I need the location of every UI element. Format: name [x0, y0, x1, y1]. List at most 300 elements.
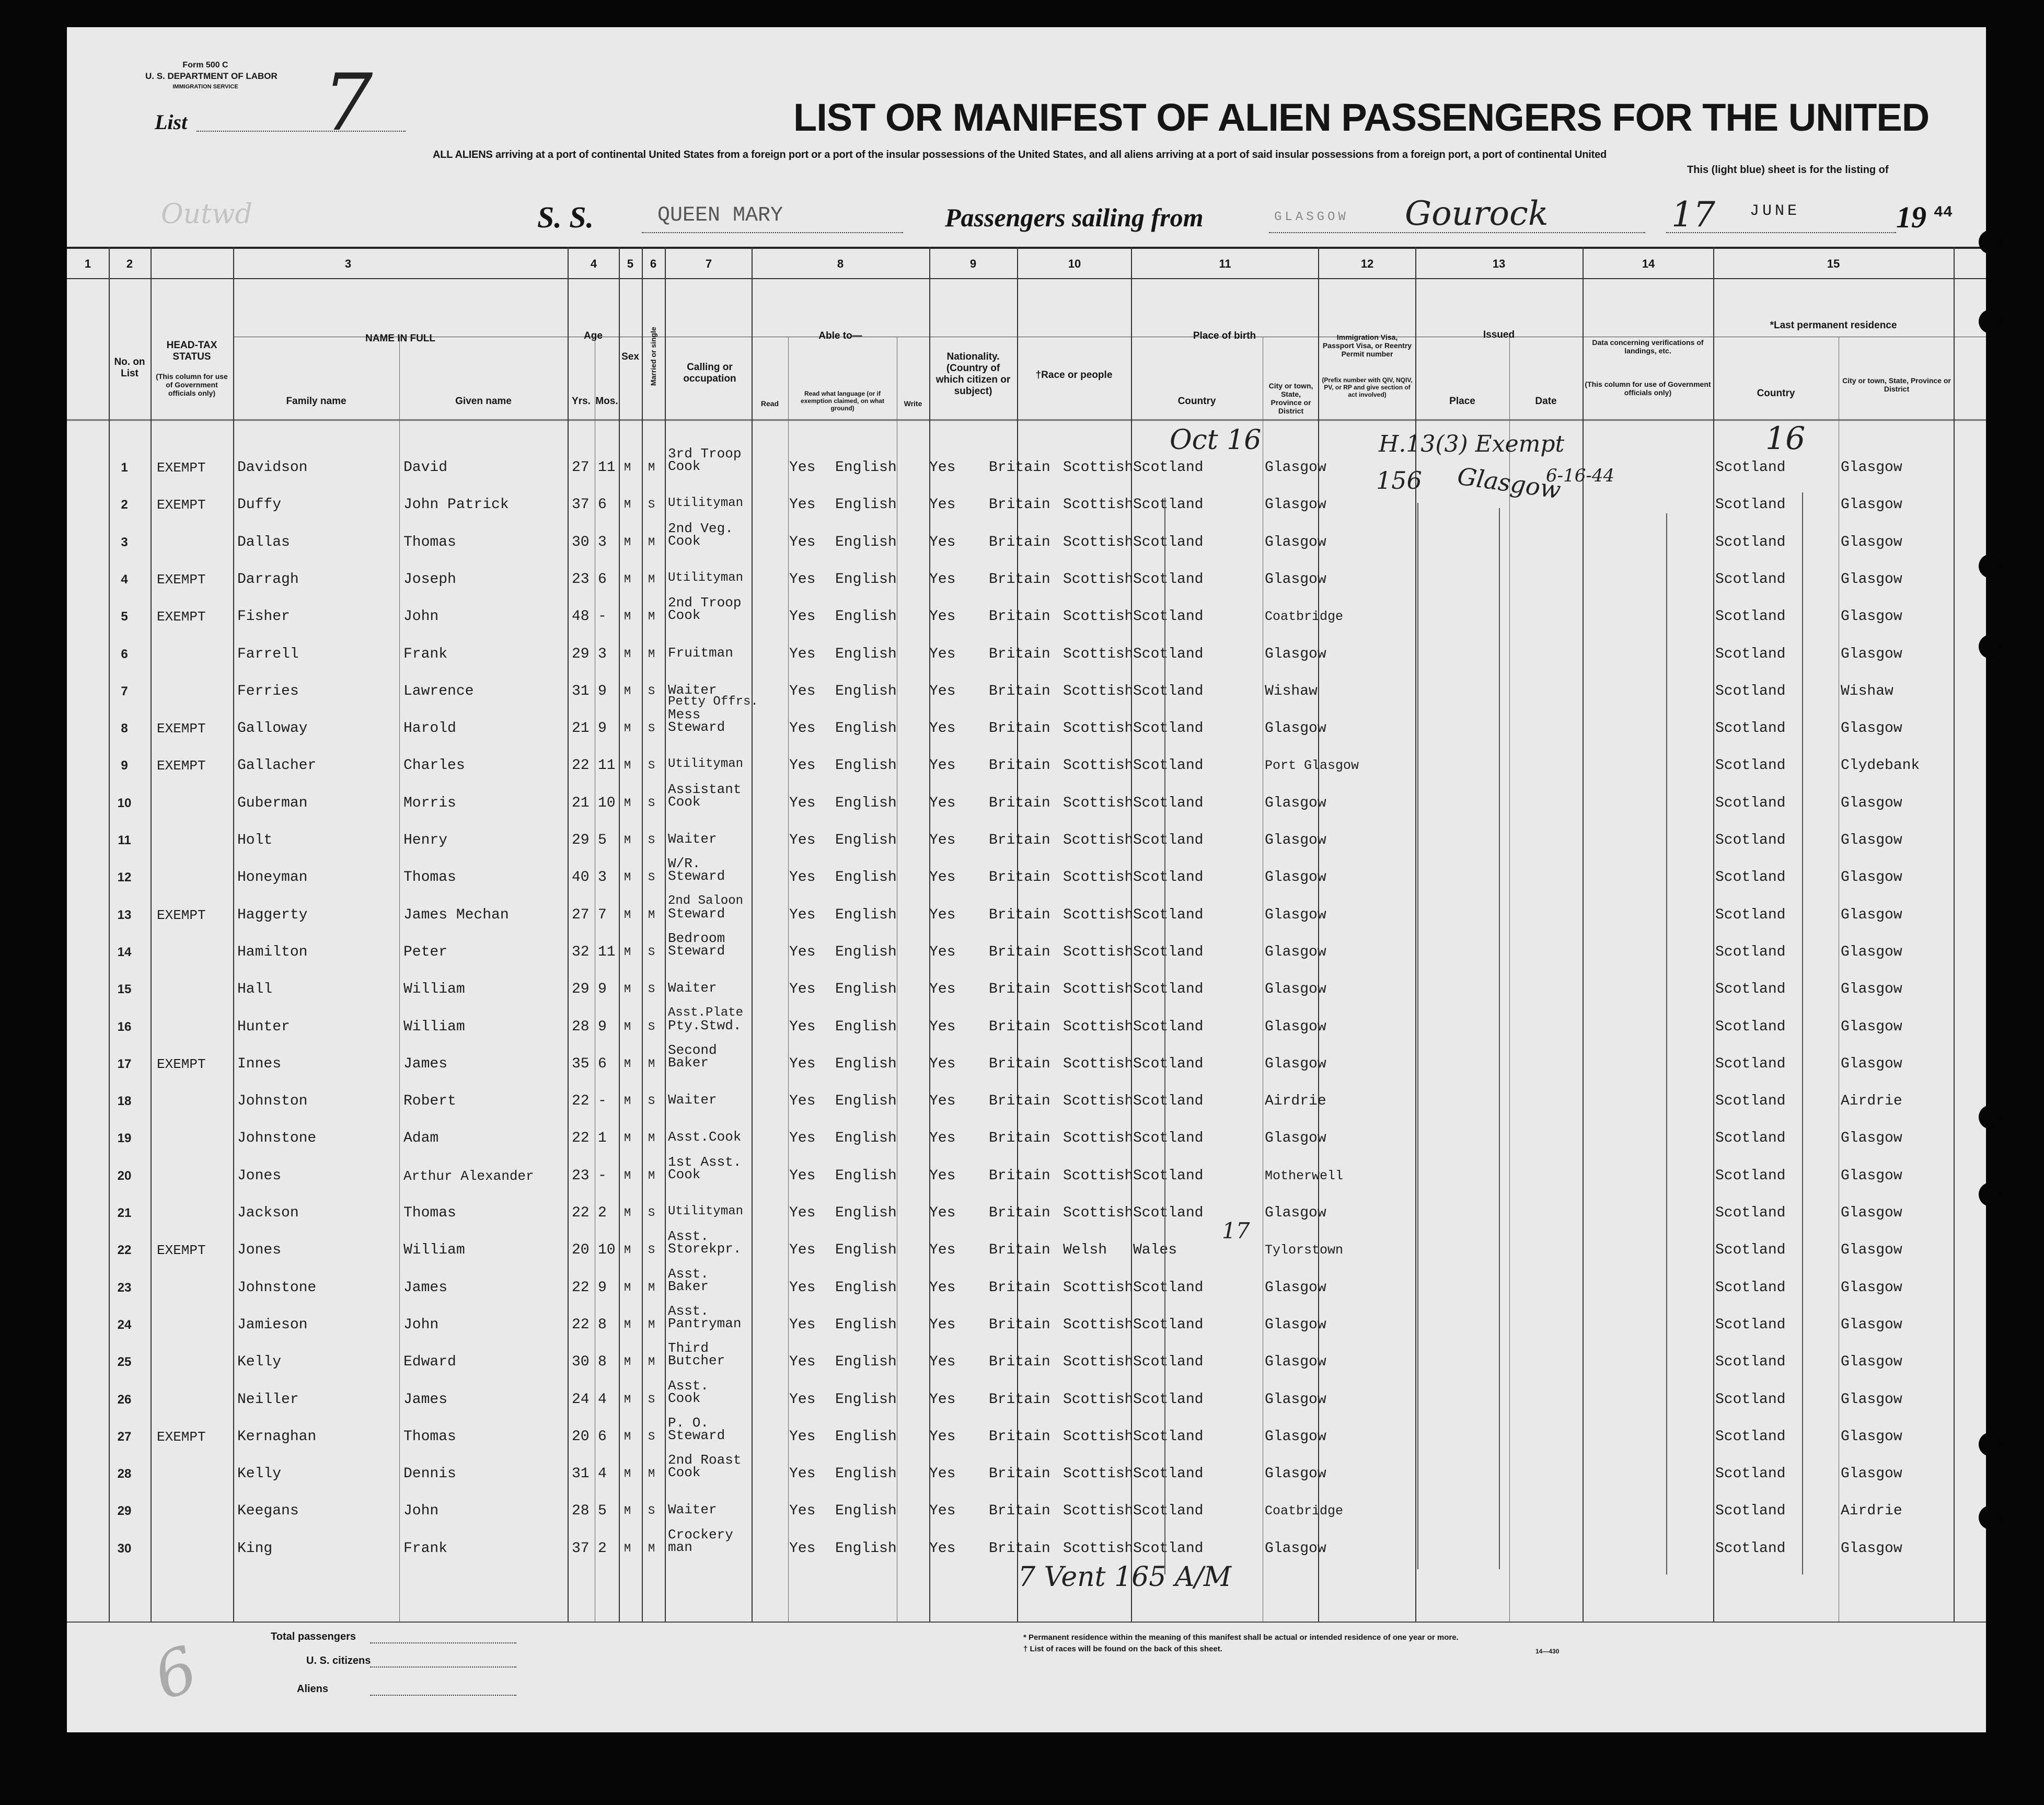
cell-nationality: Britain — [989, 1280, 1050, 1296]
cell-res-country: Scotland — [1715, 1205, 1786, 1221]
cell-sex: M — [624, 536, 631, 549]
cell-lang: English — [835, 1280, 897, 1296]
row-number: 15 — [117, 982, 132, 996]
cell-race: Scottish — [1063, 1503, 1134, 1519]
cell-nationality: Britain — [989, 608, 1050, 625]
ditto-stroke — [1666, 513, 1667, 1574]
ss-label: S. S. — [537, 200, 594, 234]
department: U. S. DEPARTMENT OF LABOR — [145, 71, 278, 81]
cell-read: Yes — [789, 795, 816, 811]
cell-res-city: Glasgow — [1841, 795, 1902, 811]
cell-race: Scottish — [1063, 497, 1134, 513]
cell-yrs: 28 — [572, 1019, 590, 1035]
cell-birth-country: Scotland — [1133, 459, 1204, 476]
cell-sex: M — [624, 1542, 631, 1555]
cell-read: Yes — [789, 907, 816, 923]
col-line — [109, 247, 110, 1622]
hdr-visa-note: (Prefix number with QIV, NQIV, PV, or RP and give section of act involved) — [1322, 376, 1413, 398]
cell-sex: M — [624, 1020, 631, 1033]
cell-calling: Mess — [668, 707, 701, 722]
cell-family: Jones — [237, 1242, 282, 1258]
cell-calling: 1st Asst. — [668, 1154, 742, 1170]
cell-sex: M — [624, 1169, 631, 1182]
cell-ms: S — [648, 759, 655, 772]
cell-read: Yes — [789, 1466, 816, 1482]
cell-write: Yes — [929, 1540, 956, 1557]
cell-birth-city: Glasgow — [1265, 869, 1326, 886]
ditto-stroke — [1164, 498, 1165, 1574]
cell-read: Yes — [789, 1205, 816, 1221]
cell-given: James — [403, 1392, 448, 1408]
hdr-read: Read — [760, 399, 779, 408]
cell-yrs: 27 — [572, 459, 590, 476]
cell-res-country: Scotland — [1715, 1019, 1786, 1035]
cell-race: Scottish — [1063, 608, 1134, 625]
issued-date-annotation: 6-16-44 — [1546, 465, 1615, 486]
cell-res-city: Glasgow — [1841, 608, 1902, 625]
cell-lang: English — [835, 1242, 897, 1258]
cell-ms: S — [648, 1504, 655, 1517]
cell-given: Edward — [403, 1354, 456, 1370]
col-line — [929, 247, 930, 1622]
manifest-sheet — [67, 27, 1986, 1732]
cell-race: Scottish — [1063, 1093, 1134, 1109]
cell-ms: M — [648, 909, 655, 922]
cell-lang: English — [835, 981, 897, 997]
cell-birth-city: Tylorstown — [1265, 1243, 1344, 1258]
cell-nationality: Britain — [989, 1392, 1050, 1408]
cell-res-city: Glasgow — [1841, 1466, 1902, 1482]
colnum: 3 — [344, 257, 352, 270]
hdr-verification-note: (This column for use of Government officials only) — [1585, 380, 1711, 397]
footer-us-line — [370, 1666, 516, 1668]
cell-sex: M — [624, 1355, 631, 1369]
cell-res-country: Scotland — [1715, 1168, 1786, 1184]
cell-res-city: Glasgow — [1841, 1168, 1902, 1184]
cell-res-city: Glasgow — [1841, 1056, 1902, 1072]
cell-read: Yes — [789, 1019, 816, 1035]
hdr-date: Date — [1535, 396, 1557, 407]
cell-given: William — [403, 1019, 465, 1035]
cell-calling: 3rd Troop — [668, 446, 742, 462]
cell-res-city: Glasgow — [1841, 1242, 1902, 1258]
colnum: 4 — [590, 257, 597, 270]
hdr-nationality: Nationality. (Country of which citizen or subject) — [936, 351, 1011, 397]
cell-sex: M — [624, 685, 631, 698]
cell-mos: 6 — [598, 497, 607, 513]
hdr-married: Married or single — [649, 327, 657, 386]
cell-calling: Waiter — [668, 1092, 717, 1108]
cell-write: Yes — [929, 869, 956, 886]
cell-lang: English — [835, 720, 897, 737]
cell-mos: 9 — [598, 720, 607, 737]
cell-read: Yes — [789, 1503, 816, 1519]
cell-read: Yes — [789, 646, 816, 662]
cell-res-country: Scotland — [1715, 944, 1786, 960]
cell-sex: M — [624, 1057, 631, 1071]
row-number: 12 — [117, 870, 132, 884]
hdr-able-to: Able to— — [818, 330, 862, 341]
cell-lang: English — [835, 907, 897, 923]
row-number: 5 — [121, 610, 128, 624]
cell-birth-city: Glasgow — [1265, 1130, 1326, 1146]
cell-write: Yes — [929, 1392, 956, 1408]
cell-mos: 7 — [598, 907, 607, 923]
cell-ms: S — [648, 834, 655, 847]
cell-write: Yes — [929, 1205, 956, 1221]
cell-yrs: 28 — [572, 1503, 590, 1519]
colnum: 13 — [1492, 257, 1506, 270]
cell-res-country: Scotland — [1715, 1392, 1786, 1408]
cell-yrs: 22 — [572, 1205, 590, 1221]
cell-sex: M — [624, 1206, 631, 1220]
cell-birth-city: Glasgow — [1265, 720, 1326, 737]
cell-res-country: Scotland — [1715, 757, 1786, 774]
punch-hole — [1979, 1105, 2003, 1129]
cell-calling: 2nd Roast — [668, 1452, 742, 1468]
cell-res-country: Scotland — [1715, 1056, 1786, 1072]
cell-given: Lawrence — [403, 683, 474, 699]
cell-birth-city: Wishaw — [1265, 683, 1318, 699]
cell-res-city: Glasgow — [1841, 720, 1902, 737]
cell-mos: 1 — [598, 1130, 607, 1146]
cell-res-city: Clydebank — [1841, 757, 1920, 774]
cell-mos: 5 — [598, 1503, 607, 1519]
cell-given: James Mechan — [403, 907, 509, 923]
cell-mos: 2 — [598, 1205, 607, 1221]
row-number: 28 — [117, 1467, 132, 1481]
cell-res-city: Glasgow — [1841, 1205, 1902, 1221]
cell-given: Thomas — [403, 534, 456, 550]
col-line — [642, 247, 643, 1622]
hdr-race: †Race or people — [1035, 370, 1113, 381]
cell-calling: Petty Offrs. — [668, 695, 758, 709]
cell-res-city: Glasgow — [1841, 1429, 1902, 1445]
cell-birth-country: Scotland — [1133, 795, 1204, 811]
cell-family: Johnston — [237, 1093, 308, 1109]
row-number: 9 — [121, 758, 128, 773]
cell-birth-city: Glasgow — [1265, 1019, 1326, 1035]
colnum: 9 — [969, 257, 977, 270]
cell-lang: English — [835, 683, 897, 699]
port-typed: GLASGOW — [1274, 210, 1349, 224]
cell-ms: M — [648, 461, 655, 474]
colnum: 10 — [1068, 257, 1081, 270]
cell-res-city: Glasgow — [1841, 944, 1902, 960]
date-underline — [1666, 232, 1896, 233]
cell-read: Yes — [789, 1540, 816, 1557]
cell-status: EXEMPT — [157, 1243, 206, 1258]
cell-birth-city: Coatbridge — [1265, 1503, 1344, 1519]
cell-mos: 6 — [598, 1056, 607, 1072]
cell-read: Yes — [789, 981, 816, 997]
cell-nationality: Britain — [989, 1019, 1050, 1035]
cell-lang: English — [835, 571, 897, 588]
cell-res-country: Scotland — [1715, 683, 1786, 699]
cell-calling: Cook — [668, 458, 701, 474]
cell-birth-country: Scotland — [1133, 1168, 1204, 1184]
cell-calling: Utilityman — [668, 1204, 744, 1218]
footer-aliens-line — [370, 1695, 516, 1696]
cell-race: Scottish — [1063, 1168, 1134, 1184]
cell-given: Robert — [403, 1093, 456, 1109]
cell-write: Yes — [929, 1130, 956, 1146]
cell-res-country: Scotland — [1715, 1354, 1786, 1370]
colnum: 12 — [1360, 257, 1374, 270]
cell-mos: 2 — [598, 1540, 607, 1557]
cell-race: Scottish — [1063, 1317, 1134, 1333]
cell-family: Kelly — [237, 1466, 282, 1482]
cell-write: Yes — [929, 683, 956, 699]
cell-sex: M — [624, 759, 631, 772]
cell-sex: M — [624, 1132, 631, 1145]
ditto-stroke — [1417, 503, 1418, 1569]
cell-ms: M — [648, 536, 655, 549]
cell-calling: Fruitman — [668, 645, 733, 661]
cell-status: EXEMPT — [157, 721, 206, 737]
col-line — [1017, 247, 1018, 1622]
ditto-stroke — [1499, 508, 1500, 1569]
cell-given: Arthur Alexander — [403, 1168, 534, 1184]
cell-yrs: 29 — [572, 646, 590, 662]
cell-calling: Asst. — [668, 1228, 709, 1244]
hdr-age: Age — [584, 330, 603, 341]
cell-res-country: Scotland — [1715, 981, 1786, 997]
cell-birth-country: Scotland — [1133, 646, 1204, 662]
row-number: 18 — [117, 1094, 132, 1108]
cell-birth-city: Glasgow — [1265, 1205, 1326, 1221]
row-number: 8 — [121, 721, 128, 735]
cell-read: Yes — [789, 832, 816, 848]
cell-write: Yes — [929, 1242, 956, 1258]
cell-res-country: Scotland — [1715, 832, 1786, 848]
cell-write: Yes — [929, 1019, 956, 1035]
cell-birth-country: Scotland — [1133, 1205, 1204, 1221]
cell-calling: Steward — [668, 906, 725, 922]
cell-read: Yes — [789, 1242, 816, 1258]
cell-calling: Asst. — [668, 1303, 709, 1319]
cell-race: Scottish — [1063, 944, 1134, 960]
cell-given: Harold — [403, 720, 456, 737]
colnum: 7 — [705, 257, 712, 270]
hdr-head-tax: HEAD-TAX STATUS — [166, 340, 217, 362]
year-suffix: 44 — [1934, 204, 1953, 222]
hdr-no-on-list: No. on List — [114, 357, 145, 379]
colnum: 11 — [1219, 257, 1231, 270]
cell-res-city: Glasgow — [1841, 981, 1902, 997]
cell-yrs: 22 — [572, 1093, 590, 1109]
cell-calling: W/R. — [668, 856, 701, 871]
cell-yrs: 31 — [572, 683, 590, 699]
cell-family: Johnstone — [237, 1280, 317, 1296]
cell-lang: English — [835, 832, 897, 848]
footer-note-2: † List of races will be found on the back of this sheet. — [1023, 1645, 1222, 1653]
cell-sex: M — [624, 1095, 631, 1108]
cell-res-city: Glasgow — [1841, 1130, 1902, 1146]
cell-read: Yes — [789, 757, 816, 774]
cell-write: Yes — [929, 1317, 956, 1333]
cell-read: Yes — [789, 608, 816, 625]
cell-lang: English — [835, 795, 897, 811]
cell-nationality: Britain — [989, 944, 1050, 960]
cell-calling: Asst.Cook — [668, 1129, 742, 1145]
hdr-res-city: City or town, State, Province or District — [1842, 376, 1951, 393]
cell-nationality: Britain — [989, 832, 1050, 848]
cell-lang: English — [835, 497, 897, 513]
cell-lang: English — [835, 1093, 897, 1109]
cell-calling: Asst.Plate — [668, 1006, 744, 1020]
footer-note-1: * Permanent residence within the meaning of this manifest shall be actual or intended residence of one year or more. — [1023, 1633, 1459, 1642]
footer-form-code: 14—430 — [1535, 1648, 1560, 1655]
cell-nationality: Britain — [989, 459, 1050, 476]
year-prefix: 19 — [1896, 200, 1926, 234]
col-line — [1131, 247, 1132, 1622]
cell-nationality: Britain — [989, 497, 1050, 513]
cell-race: Scottish — [1063, 1429, 1134, 1445]
cell-ms: S — [648, 1206, 655, 1220]
cell-ms: S — [648, 797, 655, 810]
hdr-calling: Calling or occupation — [683, 362, 736, 384]
cell-ms: M — [648, 1467, 655, 1480]
cell-nationality: Britain — [989, 1429, 1050, 1445]
cell-birth-city: Glasgow — [1265, 795, 1326, 811]
cell-family: Dallas — [237, 534, 290, 550]
row-number: 10 — [117, 796, 132, 810]
footer-aliens-label: Aliens — [297, 1683, 329, 1695]
cell-birth-country: Scotland — [1133, 1056, 1204, 1072]
cell-write: Yes — [929, 497, 956, 513]
cell-yrs: 32 — [572, 944, 590, 960]
margin-mark: 6 — [144, 1632, 207, 1715]
cell-write: Yes — [929, 1466, 956, 1482]
cell-lang: English — [835, 1540, 897, 1557]
cell-birth-city: Glasgow — [1265, 459, 1326, 476]
cell-given: John — [403, 1503, 439, 1519]
cell-ms: M — [648, 1542, 655, 1555]
hdr-issued: Issued — [1483, 329, 1515, 340]
row-number: 11 — [118, 833, 131, 847]
cell-given: William — [403, 981, 465, 997]
cell-given: Morris — [403, 795, 456, 811]
cell-birth-country: Scotland — [1133, 497, 1204, 513]
ship-underline — [642, 232, 903, 233]
cell-nationality: Britain — [989, 795, 1050, 811]
punch-hole — [1979, 1432, 2003, 1456]
hdr-mos: Mos. — [595, 396, 618, 407]
cell-calling: Storekpr. — [668, 1241, 742, 1257]
cell-yrs: 22 — [572, 1280, 590, 1296]
cell-mos: 3 — [598, 646, 607, 662]
cell-res-country: Scotland — [1715, 1242, 1786, 1258]
cell-read: Yes — [789, 1130, 816, 1146]
cell-lang: English — [835, 534, 897, 550]
cell-nationality: Britain — [989, 1540, 1050, 1557]
cell-birth-city: Glasgow — [1265, 534, 1326, 550]
cell-calling: Cook — [668, 533, 701, 549]
row-number: 7 — [121, 684, 128, 698]
cell-calling: Pantryman — [668, 1316, 742, 1331]
cell-nationality: Britain — [989, 683, 1050, 699]
cell-given: Charles — [403, 757, 465, 774]
hdr-country: Country — [1177, 396, 1216, 407]
cell-yrs: 40 — [572, 869, 590, 886]
cell-race: Scottish — [1063, 1392, 1134, 1408]
cell-res-country: Scotland — [1715, 1130, 1786, 1146]
cell-mos: 9 — [598, 683, 607, 699]
colnum: 8 — [837, 257, 844, 270]
cell-res-city: Glasgow — [1841, 832, 1902, 848]
cell-calling: Steward — [668, 719, 725, 735]
cell-race: Scottish — [1063, 571, 1134, 588]
cell-res-city: Glasgow — [1841, 1019, 1902, 1035]
cell-read: Yes — [789, 683, 816, 699]
cell-birth-country: Scotland — [1133, 534, 1204, 550]
cell-res-city: Glasgow — [1841, 646, 1902, 662]
cell-birth-country: Scotland — [1133, 981, 1204, 997]
cell-family: Hamilton — [237, 944, 308, 960]
header-bottom-rule — [67, 419, 1986, 421]
cell-sex: M — [624, 1430, 631, 1443]
cell-family: Honeyman — [237, 869, 308, 886]
cell-ms: S — [648, 946, 655, 959]
colnum-rule — [67, 278, 1986, 279]
table-bottom-rule — [67, 1622, 1986, 1623]
cell-yrs: 30 — [572, 1354, 590, 1370]
col-line — [568, 247, 569, 1622]
punch-hole — [1979, 230, 2003, 254]
cell-sex: M — [624, 498, 631, 511]
col-line — [752, 247, 753, 1622]
cell-mos: 4 — [598, 1466, 607, 1482]
sailing-label: Passengers sailing from — [945, 203, 1204, 232]
cell-res-city: Glasgow — [1841, 1280, 1902, 1296]
row-number: 20 — [117, 1169, 132, 1183]
faint-stamp: Outwd — [161, 199, 252, 230]
residence-top-annotation: 16 — [1765, 420, 1806, 457]
cell-calling: Second — [668, 1042, 717, 1058]
footer-us-label: U. S. citizens — [306, 1655, 371, 1666]
cell-res-city: Airdrie — [1841, 1503, 1902, 1519]
col-line — [151, 247, 152, 1622]
cell-given: John Patrick — [403, 497, 509, 513]
cell-birth-country: Scotland — [1133, 1392, 1204, 1408]
cell-res-country: Scotland — [1715, 608, 1786, 625]
list-label: List — [155, 110, 188, 134]
row-number: 21 — [117, 1206, 132, 1220]
cell-lang: English — [835, 757, 897, 774]
cell-race: Scottish — [1063, 1540, 1134, 1557]
cell-yrs: 31 — [572, 1466, 590, 1482]
cell-mos: 10 — [598, 795, 616, 811]
cell-read: Yes — [789, 1280, 816, 1296]
cell-ms: S — [648, 1020, 655, 1033]
cell-yrs: 23 — [572, 571, 590, 588]
cell-birth-city: Motherwell — [1265, 1168, 1344, 1183]
cell-read: Yes — [789, 1354, 816, 1370]
cell-res-country: Scotland — [1715, 907, 1786, 923]
cell-sex: M — [624, 1244, 631, 1257]
cell-race: Scottish — [1063, 832, 1134, 848]
hdr-place: Place — [1449, 396, 1475, 407]
cell-mos: 4 — [598, 1392, 607, 1408]
cell-status: EXEMPT — [157, 907, 206, 923]
cell-birth-country: Scotland — [1133, 1317, 1204, 1333]
cell-ms: M — [648, 1281, 655, 1294]
cell-given: Thomas — [403, 1205, 456, 1221]
hdr-res-country: Country — [1757, 388, 1795, 399]
cell-yrs: 30 — [572, 534, 590, 550]
colnum: 14 — [1642, 257, 1655, 270]
